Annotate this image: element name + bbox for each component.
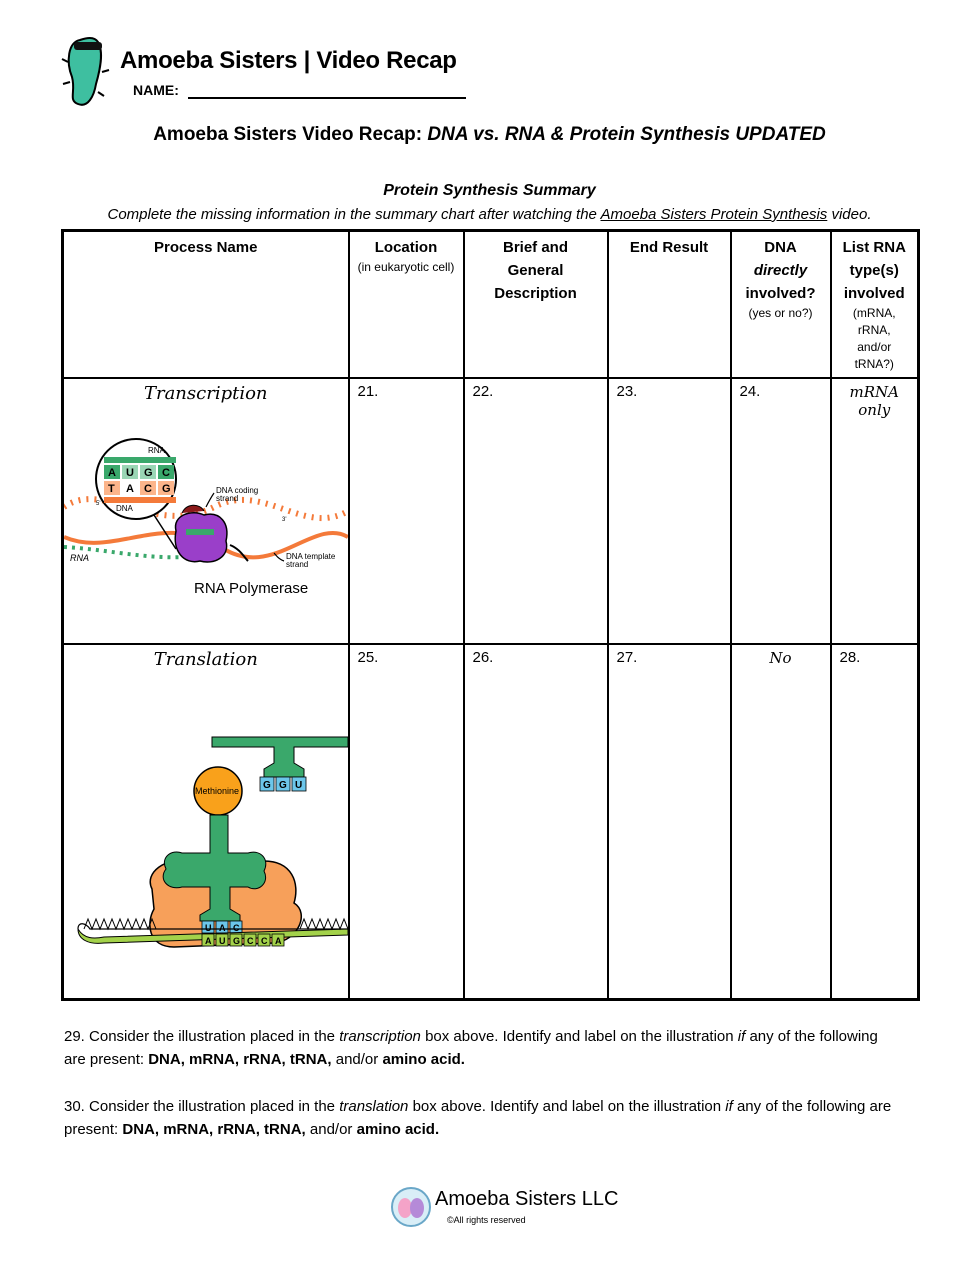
mrna-base-2: G <box>233 936 241 946</box>
fig-template-2: strand <box>286 560 309 569</box>
base-bottom-3: G <box>162 483 171 495</box>
amoeba-mascot-icon <box>58 22 128 112</box>
fig-polymerase-label: RNA Polymerase <box>194 580 309 597</box>
base-bottom-0: T <box>108 483 115 495</box>
cell-process-translation <box>63 644 349 999</box>
question-30: 30. Consider the illustration placed in the translation box above. Identify and label on the illustration if any of the following are present: DNA, mRNA, rRNA, tRNA, and/or amino acid. <box>64 1098 892 1138</box>
transcription-illustration <box>64 419 348 639</box>
footer-company: Amoeba Sisters LLC <box>435 1188 619 1210</box>
cell-dna-transcription[interactable]: 24. <box>731 378 831 644</box>
cell-description-translation[interactable]: 26. <box>464 644 608 999</box>
rna-polymerase-icon <box>175 513 227 562</box>
footer <box>390 1186 630 1232</box>
question-29: 29. Consider the illustration placed in the transcription box above. Identify and label on the illustration if any of the following are present: DNA, mRNA, rRNA, tRNA, and/or amino acid. <box>64 1028 878 1068</box>
base-bottom-1: A <box>126 483 134 495</box>
header-location-sub: (in eukaryotic cell) <box>357 260 455 274</box>
header-description: Brief and General Description <box>464 231 608 379</box>
fig-rna-top: RNA <box>148 446 165 455</box>
worksheet-header <box>58 22 478 112</box>
video-link[interactable]: Amoeba Sisters Protein Synthesis <box>600 206 828 223</box>
cell-rna-translation[interactable]: 28. <box>831 644 919 999</box>
anticodon-bottom-1: A <box>219 923 226 933</box>
cell-process-transcription <box>63 378 349 644</box>
instr-after: video. <box>831 206 872 223</box>
table-row-translation <box>63 644 919 999</box>
fig-dna-label: DNA <box>116 504 133 513</box>
fig-rna-left: RNA <box>70 553 90 563</box>
fig-five-prime: 5' <box>96 501 101 507</box>
rna-answer-line1: mRNA <box>849 383 899 401</box>
name-field[interactable] <box>188 97 466 99</box>
mrna-base-0: A <box>205 936 212 946</box>
header-dna-involved: DNA directly involved? (yes or no?) <box>731 231 831 379</box>
base-bottom-2: C <box>144 483 152 495</box>
page-title-italic: DNA vs. RNA & Protein Synthesis UPDATED <box>427 124 826 145</box>
header-location: Location (in eukaryotic cell) <box>349 231 464 379</box>
mrna-base-3: C <box>247 936 254 946</box>
rna-answer-line2: only <box>858 401 891 419</box>
summary-title: Protein Synthesis Summary <box>383 182 596 199</box>
process-name-translation: Translation <box>153 649 258 670</box>
cell-rna-transcription[interactable] <box>831 378 919 644</box>
translation-illustration <box>64 733 348 998</box>
anticodon-bottom-2: C <box>233 923 240 933</box>
cell-dna-translation[interactable]: No <box>731 644 831 999</box>
anticodon-top-0: G <box>263 780 271 791</box>
mrna-base-1: U <box>219 936 226 946</box>
fig-three-prime: 3' <box>282 517 287 523</box>
cell-end-result-translation[interactable]: 27. <box>608 644 731 999</box>
process-name-transcription: Transcription <box>143 383 268 404</box>
amoeba-sisters-logo-icon <box>390 1186 432 1228</box>
protein-synthesis-table <box>61 229 920 1001</box>
base-top-3: C <box>162 467 170 479</box>
fig-template-1: DNA template <box>286 552 336 561</box>
table-row-transcription <box>63 378 919 644</box>
page-title-prefix: Amoeba Sisters Video Recap: <box>153 124 423 145</box>
table-header-row <box>63 231 919 379</box>
header-rna-types: List RNA type(s) involved (mRNA, rRNA, and/or tRNA?) <box>831 231 919 379</box>
anticodon-bottom <box>202 921 242 933</box>
header-dna-sub: (yes or no?) <box>748 306 813 320</box>
cell-location-transcription[interactable]: 21. <box>349 378 464 644</box>
header-rna-sub: (mRNA, rRNA, and/or tRNA?) <box>852 306 896 371</box>
mrna-base-5: A <box>275 936 282 946</box>
header-end-result: End Result <box>608 231 731 379</box>
mrna-base-4: C <box>261 936 268 946</box>
brand-title: Amoeba Sisters | Video Recap <box>120 47 457 74</box>
cell-location-translation[interactable]: 25. <box>349 644 464 999</box>
anticodon-top <box>260 777 306 791</box>
anticodon-bottom-0: U <box>205 923 212 933</box>
base-top-1: U <box>126 467 134 479</box>
anticodon-top-1: G <box>279 780 287 791</box>
summary-instructions <box>0 206 979 223</box>
page-title <box>0 124 979 146</box>
cell-description-transcription[interactable]: 22. <box>464 378 608 644</box>
cell-end-result-transcription[interactable]: 23. <box>608 378 731 644</box>
fig-methionine: Methionine <box>195 786 240 796</box>
name-label: NAME: <box>133 82 179 98</box>
footer-rights: ©All rights reserved <box>447 1215 526 1225</box>
instr-before: Complete the missing information in the summary chart after watching the <box>107 206 597 223</box>
header-process: Process Name <box>63 231 349 379</box>
base-top-0: A <box>108 467 116 479</box>
base-top-2: G <box>144 467 153 479</box>
anticodon-top-2: U <box>295 780 303 791</box>
fig-coding-2: strand <box>216 494 239 503</box>
fig-coding-1: DNA coding <box>216 486 259 495</box>
